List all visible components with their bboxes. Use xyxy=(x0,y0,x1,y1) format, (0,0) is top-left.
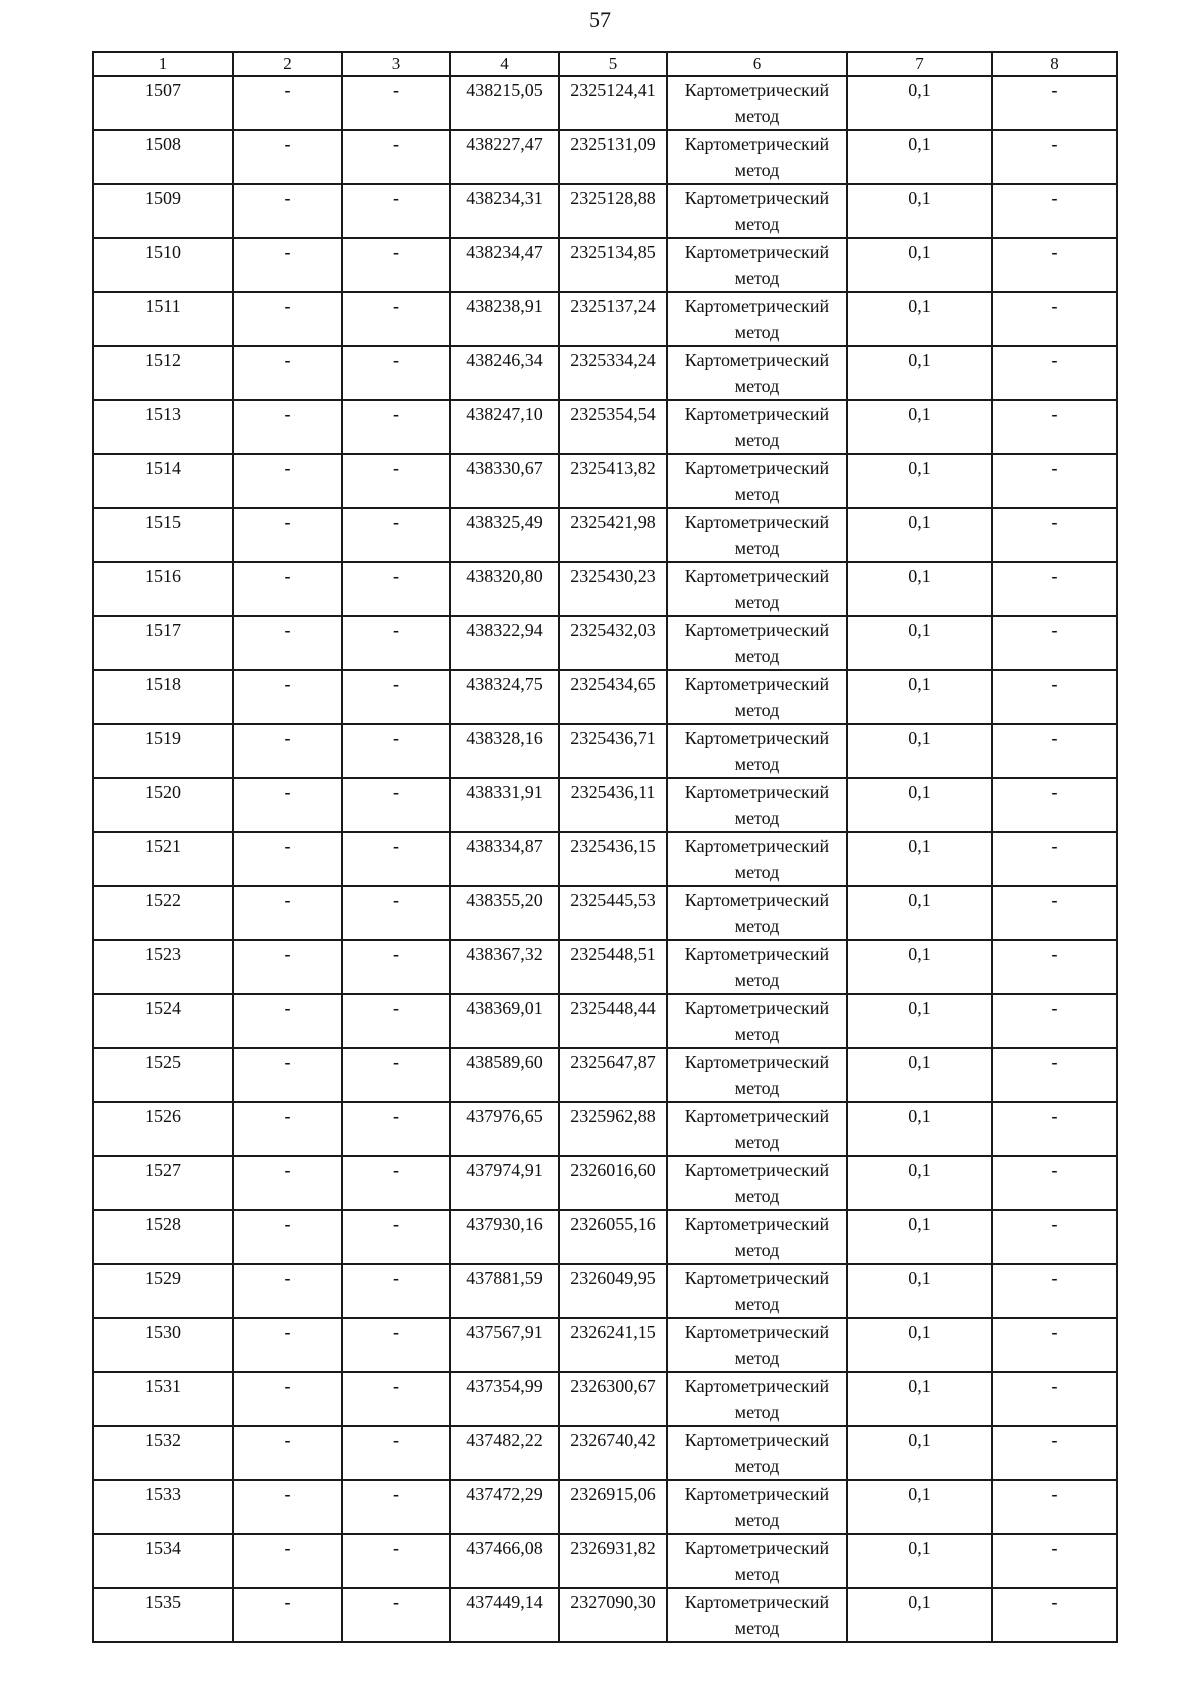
cell-coord-x: 438234,31 xyxy=(450,184,559,238)
cell-col-8: - xyxy=(992,454,1117,508)
cell-point-number: 1517 xyxy=(93,616,233,670)
cell-coord-y: 2325128,88 xyxy=(559,184,667,238)
cell-coord-y: 2325962,88 xyxy=(559,1102,667,1156)
cell-coord-y: 2326300,67 xyxy=(559,1372,667,1426)
cell-coord-y: 2326931,82 xyxy=(559,1534,667,1588)
cell-accuracy: 0,1 xyxy=(847,184,992,238)
cell-col-2: - xyxy=(233,1156,342,1210)
cell-col-2: - xyxy=(233,940,342,994)
cell-method: Картометрический метод xyxy=(667,670,847,724)
cell-accuracy: 0,1 xyxy=(847,1480,992,1534)
cell-point-number: 1524 xyxy=(93,994,233,1048)
cell-point-number: 1516 xyxy=(93,562,233,616)
cell-point-number: 1521 xyxy=(93,832,233,886)
cell-col-8: - xyxy=(992,1102,1117,1156)
cell-col-2: - xyxy=(233,1318,342,1372)
column-header-1: 1 xyxy=(93,52,233,76)
cell-col-8: - xyxy=(992,994,1117,1048)
cell-col-2: - xyxy=(233,724,342,778)
cell-coord-x: 437482,22 xyxy=(450,1426,559,1480)
cell-col-2: - xyxy=(233,1372,342,1426)
cell-col-3: - xyxy=(342,1102,450,1156)
cell-method: Картометрический метод xyxy=(667,1318,847,1372)
table-row xyxy=(93,940,1117,994)
cell-col-2: - xyxy=(233,1264,342,1318)
cell-coord-x: 438246,34 xyxy=(450,346,559,400)
cell-coord-x: 437567,91 xyxy=(450,1318,559,1372)
cell-col-3: - xyxy=(342,454,450,508)
cell-coord-y: 2326740,42 xyxy=(559,1426,667,1480)
cell-coord-x: 438215,05 xyxy=(450,76,559,130)
cell-coord-y: 2325432,03 xyxy=(559,616,667,670)
column-header-2: 2 xyxy=(233,52,342,76)
cell-col-8: - xyxy=(992,832,1117,886)
cell-col-3: - xyxy=(342,1156,450,1210)
cell-point-number: 1531 xyxy=(93,1372,233,1426)
cell-col-8: - xyxy=(992,940,1117,994)
cell-coord-x: 438247,10 xyxy=(450,400,559,454)
cell-point-number: 1510 xyxy=(93,238,233,292)
cell-coord-x: 438369,01 xyxy=(450,994,559,1048)
cell-accuracy: 0,1 xyxy=(847,1048,992,1102)
cell-point-number: 1526 xyxy=(93,1102,233,1156)
cell-col-3: - xyxy=(342,940,450,994)
cell-point-number: 1513 xyxy=(93,400,233,454)
cell-col-8: - xyxy=(992,346,1117,400)
column-header-7: 7 xyxy=(847,52,992,76)
cell-method: Картометрический метод xyxy=(667,238,847,292)
cell-method: Картометрический метод xyxy=(667,184,847,238)
table-row xyxy=(93,616,1117,670)
cell-coord-x: 437472,29 xyxy=(450,1480,559,1534)
cell-coord-y: 2325647,87 xyxy=(559,1048,667,1102)
table-row xyxy=(93,292,1117,346)
cell-coord-x: 437930,16 xyxy=(450,1210,559,1264)
cell-accuracy: 0,1 xyxy=(847,238,992,292)
cell-accuracy: 0,1 xyxy=(847,346,992,400)
cell-accuracy: 0,1 xyxy=(847,616,992,670)
cell-col-2: - xyxy=(233,778,342,832)
header-row xyxy=(93,52,1117,76)
cell-col-3: - xyxy=(342,508,450,562)
table-row xyxy=(93,562,1117,616)
cell-col-3: - xyxy=(342,238,450,292)
cell-coord-y: 2325421,98 xyxy=(559,508,667,562)
cell-coord-y: 2326049,95 xyxy=(559,1264,667,1318)
cell-coord-y: 2327090,30 xyxy=(559,1588,667,1642)
cell-coord-x: 438325,49 xyxy=(450,508,559,562)
column-header-3: 3 xyxy=(342,52,450,76)
cell-accuracy: 0,1 xyxy=(847,1210,992,1264)
cell-coord-y: 2325434,65 xyxy=(559,670,667,724)
cell-method: Картометрический метод xyxy=(667,886,847,940)
cell-col-2: - xyxy=(233,1588,342,1642)
cell-method: Картометрический метод xyxy=(667,994,847,1048)
cell-col-2: - xyxy=(233,184,342,238)
cell-col-8: - xyxy=(992,1318,1117,1372)
cell-col-8: - xyxy=(992,1210,1117,1264)
cell-coord-y: 2325436,15 xyxy=(559,832,667,886)
cell-method: Картометрический метод xyxy=(667,1372,847,1426)
table-row xyxy=(93,724,1117,778)
cell-col-3: - xyxy=(342,1048,450,1102)
cell-point-number: 1520 xyxy=(93,778,233,832)
cell-point-number: 1508 xyxy=(93,130,233,184)
cell-coord-y: 2326016,60 xyxy=(559,1156,667,1210)
cell-method: Картометрический метод xyxy=(667,940,847,994)
cell-col-8: - xyxy=(992,400,1117,454)
cell-col-3: - xyxy=(342,1318,450,1372)
cell-col-2: - xyxy=(233,1534,342,1588)
cell-col-2: - xyxy=(233,1048,342,1102)
cell-accuracy: 0,1 xyxy=(847,886,992,940)
cell-coord-y: 2325131,09 xyxy=(559,130,667,184)
cell-method: Картометрический метод xyxy=(667,1048,847,1102)
table-row xyxy=(93,1426,1117,1480)
cell-coord-y: 2325124,41 xyxy=(559,76,667,130)
table-row xyxy=(93,1588,1117,1642)
cell-point-number: 1515 xyxy=(93,508,233,562)
table-row xyxy=(93,1102,1117,1156)
cell-coord-y: 2326241,15 xyxy=(559,1318,667,1372)
cell-point-number: 1507 xyxy=(93,76,233,130)
cell-col-2: - xyxy=(233,670,342,724)
cell-col-2: - xyxy=(233,76,342,130)
table-row xyxy=(93,1048,1117,1102)
cell-col-8: - xyxy=(992,778,1117,832)
cell-coord-x: 437881,59 xyxy=(450,1264,559,1318)
cell-coord-x: 438330,67 xyxy=(450,454,559,508)
cell-col-3: - xyxy=(342,1480,450,1534)
table-header xyxy=(93,52,1117,76)
cell-coord-x: 437466,08 xyxy=(450,1534,559,1588)
cell-point-number: 1528 xyxy=(93,1210,233,1264)
cell-method: Картометрический метод xyxy=(667,1534,847,1588)
cell-col-8: - xyxy=(992,1426,1117,1480)
cell-accuracy: 0,1 xyxy=(847,130,992,184)
table-row xyxy=(93,1264,1117,1318)
cell-coord-y: 2325137,24 xyxy=(559,292,667,346)
cell-col-8: - xyxy=(992,292,1117,346)
cell-coord-x: 438227,47 xyxy=(450,130,559,184)
column-header-8: 8 xyxy=(992,52,1117,76)
cell-col-2: - xyxy=(233,832,342,886)
cell-col-8: - xyxy=(992,1372,1117,1426)
cell-col-2: - xyxy=(233,508,342,562)
cell-coord-x: 437449,14 xyxy=(450,1588,559,1642)
cell-col-3: - xyxy=(342,1372,450,1426)
cell-col-2: - xyxy=(233,616,342,670)
cell-col-2: - xyxy=(233,1102,342,1156)
cell-col-3: - xyxy=(342,184,450,238)
cell-coord-x: 437976,65 xyxy=(450,1102,559,1156)
cell-col-8: - xyxy=(992,184,1117,238)
cell-col-8: - xyxy=(992,886,1117,940)
cell-col-3: - xyxy=(342,724,450,778)
cell-col-8: - xyxy=(992,724,1117,778)
cell-coord-x: 438322,94 xyxy=(450,616,559,670)
cell-method: Картометрический метод xyxy=(667,130,847,184)
cell-point-number: 1525 xyxy=(93,1048,233,1102)
cell-col-3: - xyxy=(342,832,450,886)
table-row xyxy=(93,1210,1117,1264)
cell-coord-x: 438238,91 xyxy=(450,292,559,346)
cell-coord-y: 2325436,11 xyxy=(559,778,667,832)
cell-method: Картометрический метод xyxy=(667,400,847,454)
cell-col-3: - xyxy=(342,1210,450,1264)
cell-coord-y: 2325334,24 xyxy=(559,346,667,400)
table-row xyxy=(93,400,1117,454)
cell-col-8: - xyxy=(992,1480,1117,1534)
cell-col-8: - xyxy=(992,1264,1117,1318)
table-row xyxy=(93,130,1117,184)
cell-coord-y: 2325134,85 xyxy=(559,238,667,292)
cell-coord-y: 2326055,16 xyxy=(559,1210,667,1264)
cell-method: Картометрический метод xyxy=(667,724,847,778)
cell-col-3: - xyxy=(342,292,450,346)
cell-accuracy: 0,1 xyxy=(847,1372,992,1426)
cell-coord-x: 438328,16 xyxy=(450,724,559,778)
table-row xyxy=(93,778,1117,832)
cell-accuracy: 0,1 xyxy=(847,832,992,886)
table-row xyxy=(93,346,1117,400)
cell-col-2: - xyxy=(233,238,342,292)
table-row xyxy=(93,508,1117,562)
cell-accuracy: 0,1 xyxy=(847,724,992,778)
cell-point-number: 1509 xyxy=(93,184,233,238)
cell-col-3: - xyxy=(342,670,450,724)
table-row xyxy=(93,1372,1117,1426)
cell-accuracy: 0,1 xyxy=(847,940,992,994)
cell-col-8: - xyxy=(992,1048,1117,1102)
cell-col-3: - xyxy=(342,1534,450,1588)
cell-accuracy: 0,1 xyxy=(847,400,992,454)
cell-accuracy: 0,1 xyxy=(847,778,992,832)
table-row xyxy=(93,76,1117,130)
cell-coord-x: 438234,47 xyxy=(450,238,559,292)
cell-accuracy: 0,1 xyxy=(847,76,992,130)
table-row xyxy=(93,994,1117,1048)
column-header-5: 5 xyxy=(559,52,667,76)
cell-accuracy: 0,1 xyxy=(847,1534,992,1588)
cell-col-3: - xyxy=(342,76,450,130)
cell-col-3: - xyxy=(342,346,450,400)
column-header-6: 6 xyxy=(667,52,847,76)
table-body xyxy=(93,76,1117,1642)
table-row xyxy=(93,238,1117,292)
cell-method: Картометрический метод xyxy=(667,1210,847,1264)
table-row xyxy=(93,1480,1117,1534)
cell-col-8: - xyxy=(992,508,1117,562)
cell-col-2: - xyxy=(233,292,342,346)
cell-col-3: - xyxy=(342,616,450,670)
cell-method: Картометрический метод xyxy=(667,1156,847,1210)
table-row xyxy=(93,886,1117,940)
column-header-4: 4 xyxy=(450,52,559,76)
cell-accuracy: 0,1 xyxy=(847,454,992,508)
cell-accuracy: 0,1 xyxy=(847,1264,992,1318)
cell-col-3: - xyxy=(342,400,450,454)
cell-coord-x: 437974,91 xyxy=(450,1156,559,1210)
cell-col-2: - xyxy=(233,1480,342,1534)
cell-coord-x: 437354,99 xyxy=(450,1372,559,1426)
cell-method: Картометрический метод xyxy=(667,292,847,346)
cell-col-2: - xyxy=(233,400,342,454)
table-row xyxy=(93,1318,1117,1372)
cell-point-number: 1512 xyxy=(93,346,233,400)
table-row xyxy=(93,1156,1117,1210)
cell-coord-x: 438320,80 xyxy=(450,562,559,616)
cell-col-8: - xyxy=(992,1156,1117,1210)
cell-col-8: - xyxy=(992,1588,1117,1642)
cell-accuracy: 0,1 xyxy=(847,1426,992,1480)
cell-col-2: - xyxy=(233,130,342,184)
cell-coord-y: 2325448,44 xyxy=(559,994,667,1048)
cell-method: Картометрический метод xyxy=(667,1102,847,1156)
cell-method: Картометрический метод xyxy=(667,616,847,670)
cell-col-3: - xyxy=(342,1264,450,1318)
cell-accuracy: 0,1 xyxy=(847,292,992,346)
cell-col-3: - xyxy=(342,994,450,1048)
cell-point-number: 1522 xyxy=(93,886,233,940)
cell-point-number: 1532 xyxy=(93,1426,233,1480)
cell-col-2: - xyxy=(233,562,342,616)
cell-col-2: - xyxy=(233,1210,342,1264)
cell-method: Картометрический метод xyxy=(667,1480,847,1534)
cell-accuracy: 0,1 xyxy=(847,508,992,562)
cell-coord-y: 2325436,71 xyxy=(559,724,667,778)
cell-col-3: - xyxy=(342,562,450,616)
cell-point-number: 1519 xyxy=(93,724,233,778)
cell-point-number: 1511 xyxy=(93,292,233,346)
cell-col-8: - xyxy=(992,670,1117,724)
cell-accuracy: 0,1 xyxy=(847,562,992,616)
cell-col-8: - xyxy=(992,238,1117,292)
cell-coord-y: 2326915,06 xyxy=(559,1480,667,1534)
cell-coord-x: 438355,20 xyxy=(450,886,559,940)
cell-col-8: - xyxy=(992,616,1117,670)
cell-point-number: 1514 xyxy=(93,454,233,508)
cell-col-2: - xyxy=(233,1426,342,1480)
cell-coord-x: 438589,60 xyxy=(450,1048,559,1102)
table-row xyxy=(93,454,1117,508)
cell-coord-x: 438367,32 xyxy=(450,940,559,994)
cell-col-3: - xyxy=(342,1588,450,1642)
cell-col-2: - xyxy=(233,454,342,508)
cell-accuracy: 0,1 xyxy=(847,670,992,724)
cell-coord-x: 438331,91 xyxy=(450,778,559,832)
cell-method: Картометрический метод xyxy=(667,346,847,400)
cell-col-2: - xyxy=(233,994,342,1048)
cell-col-3: - xyxy=(342,1426,450,1480)
cell-method: Картометрический метод xyxy=(667,1588,847,1642)
table-row xyxy=(93,1534,1117,1588)
cell-method: Картометрический метод xyxy=(667,508,847,562)
cell-coord-y: 2325430,23 xyxy=(559,562,667,616)
cell-point-number: 1529 xyxy=(93,1264,233,1318)
cell-accuracy: 0,1 xyxy=(847,1156,992,1210)
cell-method: Картометрический метод xyxy=(667,778,847,832)
cell-col-8: - xyxy=(992,76,1117,130)
cell-col-2: - xyxy=(233,886,342,940)
cell-col-8: - xyxy=(992,562,1117,616)
cell-point-number: 1535 xyxy=(93,1588,233,1642)
cell-method: Картометрический метод xyxy=(667,454,847,508)
cell-point-number: 1518 xyxy=(93,670,233,724)
cell-method: Картометрический метод xyxy=(667,832,847,886)
cell-method: Картометрический метод xyxy=(667,1264,847,1318)
cell-col-8: - xyxy=(992,1534,1117,1588)
cell-point-number: 1533 xyxy=(93,1480,233,1534)
cell-point-number: 1523 xyxy=(93,940,233,994)
cell-col-3: - xyxy=(342,778,450,832)
cell-coord-y: 2325448,51 xyxy=(559,940,667,994)
cell-point-number: 1527 xyxy=(93,1156,233,1210)
page-number: 57 xyxy=(589,7,611,32)
cell-col-3: - xyxy=(342,130,450,184)
cell-method: Картометрический метод xyxy=(667,1426,847,1480)
cell-point-number: 1534 xyxy=(93,1534,233,1588)
cell-coord-y: 2325413,82 xyxy=(559,454,667,508)
cell-col-3: - xyxy=(342,886,450,940)
cell-accuracy: 0,1 xyxy=(847,994,992,1048)
table-row xyxy=(93,670,1117,724)
cell-accuracy: 0,1 xyxy=(847,1102,992,1156)
cell-coord-y: 2325354,54 xyxy=(559,400,667,454)
cell-coord-x: 438334,87 xyxy=(450,832,559,886)
cell-col-2: - xyxy=(233,346,342,400)
cell-accuracy: 0,1 xyxy=(847,1318,992,1372)
cell-coord-x: 438324,75 xyxy=(450,670,559,724)
cell-coord-y: 2325445,53 xyxy=(559,886,667,940)
cell-point-number: 1530 xyxy=(93,1318,233,1372)
table-row xyxy=(93,832,1117,886)
table-row xyxy=(93,184,1117,238)
cell-method: Картометрический метод xyxy=(667,562,847,616)
cell-col-8: - xyxy=(992,130,1117,184)
cell-method: Картометрический метод xyxy=(667,76,847,130)
coordinates-table xyxy=(92,51,1118,1643)
cell-accuracy: 0,1 xyxy=(847,1588,992,1642)
